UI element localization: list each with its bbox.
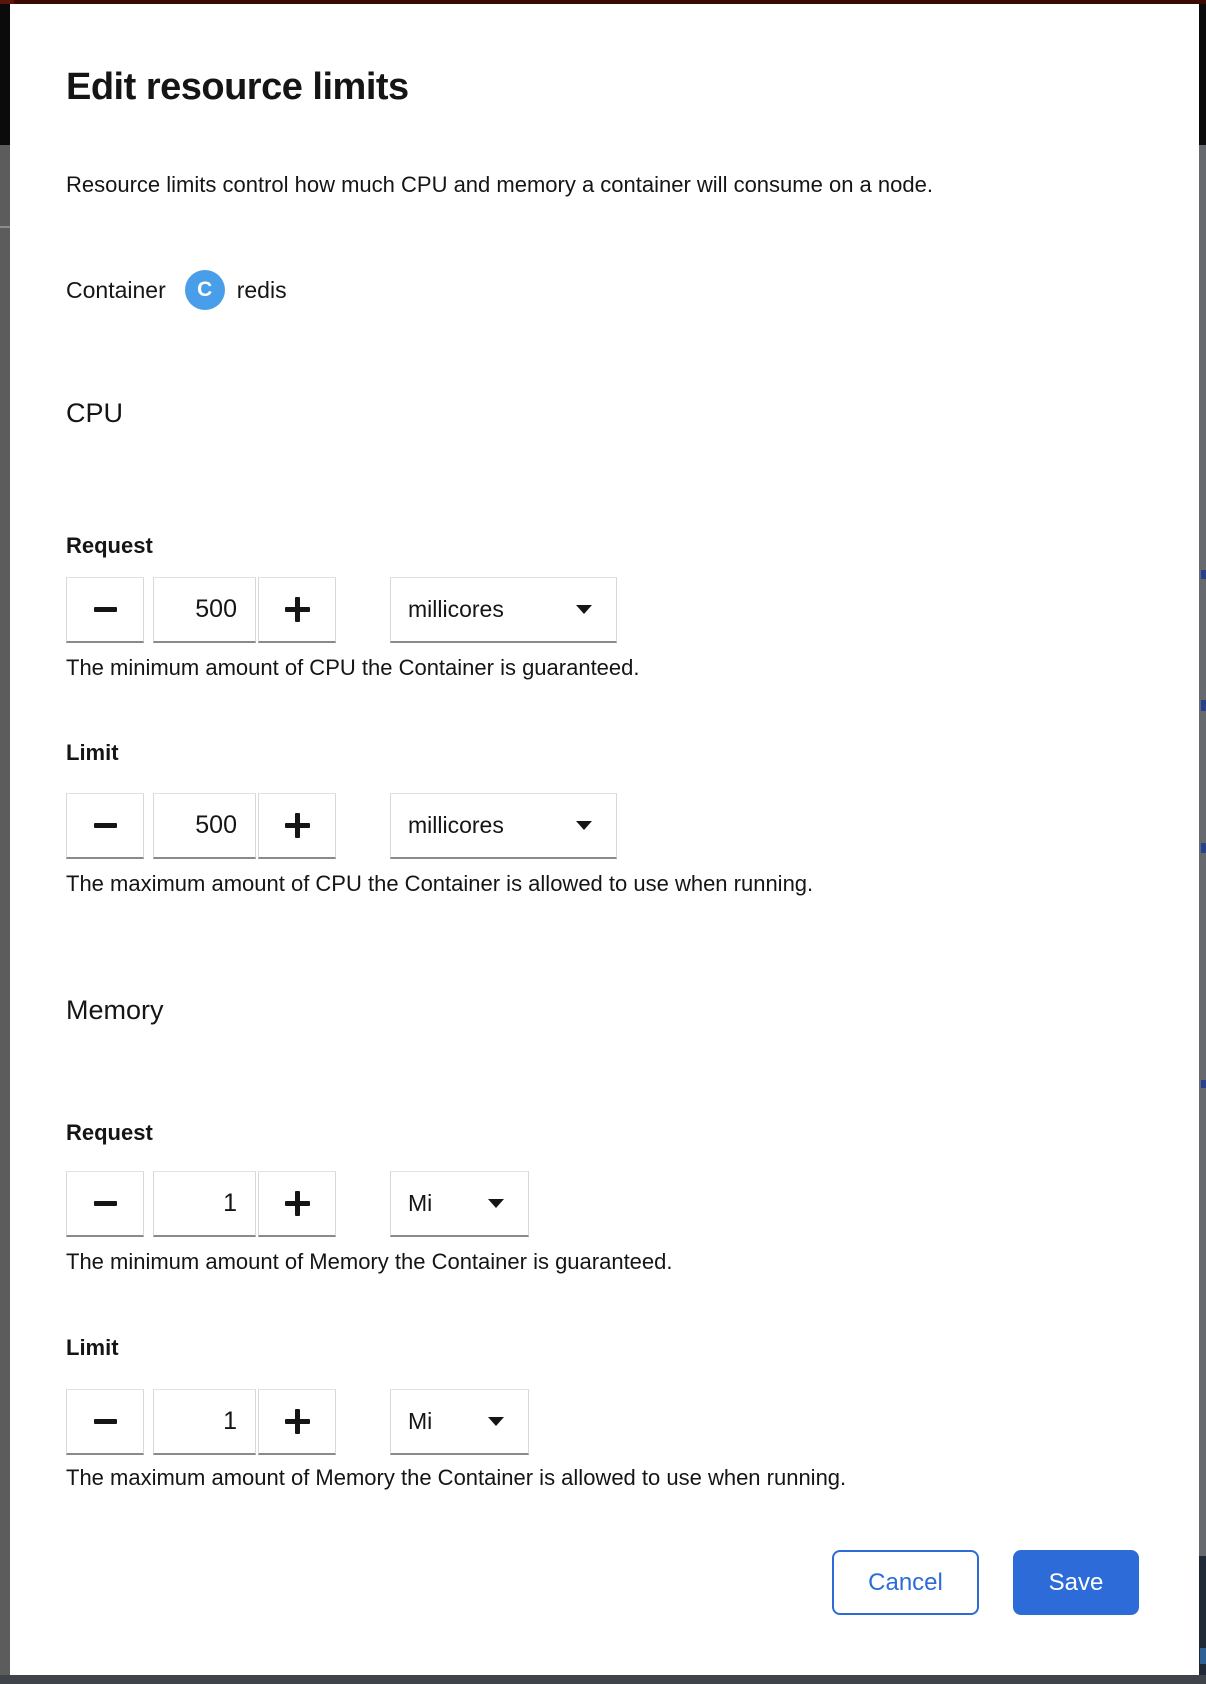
modal-description: Resource limits control how much CPU and memory a container will consume on a node. [66,172,933,197]
memory-limit-unit-value: Mi [408,1408,433,1434]
container-label: Container [66,276,166,303]
section-heading-memory: Memory [66,995,164,1025]
cpu-request-unit-dropdown[interactable] [390,577,617,643]
cpu-request-label: Request [66,533,153,558]
memory-limit-unit-dropdown[interactable] [390,1389,529,1455]
memory-limit-help: The maximum amount of Memory the Container is allowed to use when running. [66,1465,847,1490]
backdrop-right-scroll-notch [1200,1648,1206,1664]
backdrop-left-overlay [0,145,10,1684]
memory-request-unit-value: Mi [408,1190,433,1216]
cpu-limit-help: The maximum amount of CPU the Container is allowed to use when running. [66,871,814,896]
container-badge-letter: C [197,278,213,301]
memory-request-decrement-button[interactable] [66,1171,144,1237]
save-button[interactable]: Save [1013,1550,1139,1615]
backdrop-masthead-corner [0,0,14,4]
minus-icon [94,1419,117,1424]
cpu-limit-spinner [66,793,336,859]
backdrop-right-text-fragment [1201,700,1206,711]
edit-resource-limits-modal [10,4,1199,1675]
plus-icon [285,813,310,838]
cpu-limit-unit-dropdown[interactable] [390,793,617,859]
container-kind-badge [185,270,225,310]
memory-request-value-input[interactable]: 1 [153,1171,256,1237]
memory-request-label: Request [66,1120,153,1145]
memory-limit-spinner [66,1389,336,1455]
memory-limit-increment-button[interactable] [258,1389,336,1455]
plus-icon [285,1409,310,1434]
cpu-limit-decrement-button[interactable] [66,793,144,859]
modal-title: Edit resource limits [66,66,409,108]
cpu-limit-value-input[interactable]: 500 [153,793,256,859]
cpu-limit-label: Limit [66,740,119,765]
memory-request-unit-dropdown[interactable] [390,1171,529,1237]
section-heading-cpu: CPU [66,398,124,428]
plus-icon [285,597,310,622]
backdrop-left-dark [0,4,10,145]
cpu-limit-unit-value: millicores [408,812,504,838]
container-name: redis [236,276,287,303]
backdrop-right-dark [1199,4,1206,145]
cpu-request-value-input[interactable]: 500 [153,577,256,643]
container-row [66,270,287,310]
minus-icon [94,1201,117,1206]
cancel-button[interactable]: Cancel [832,1550,979,1615]
minus-icon [94,607,117,612]
plus-icon [285,1191,310,1216]
modal-footer [832,1550,1139,1615]
cpu-request-help: The minimum amount of CPU the Container is guaranteed. [66,655,640,680]
memory-request-spinner [66,1171,336,1237]
caret-down-icon [576,821,592,830]
memory-limit-value-input[interactable]: 1 [153,1389,256,1455]
memory-limit-label: Limit [66,1335,119,1360]
memory-request-increment-button[interactable] [258,1171,336,1237]
cpu-limit-increment-button[interactable] [258,793,336,859]
cpu-request-spinner [66,577,336,643]
caret-down-icon [576,605,592,614]
memory-request-help: The minimum amount of Memory the Container is guaranteed. [66,1249,673,1274]
cpu-request-increment-button[interactable] [258,577,336,643]
caret-down-icon [488,1417,504,1426]
backdrop-right-text-fragment [1201,570,1206,579]
backdrop-right-text-fragment [1201,843,1206,853]
cpu-request-unit-value: millicores [408,596,504,622]
cpu-request-decrement-button[interactable] [66,577,144,643]
caret-down-icon [488,1199,504,1208]
memory-limit-decrement-button[interactable] [66,1389,144,1455]
minus-icon [94,823,117,828]
backdrop-bottom-strip [0,1675,1206,1684]
backdrop-masthead-strip [0,0,1206,4]
backdrop-left-divider [0,226,10,228]
backdrop-right-text-fragment [1201,1080,1206,1088]
